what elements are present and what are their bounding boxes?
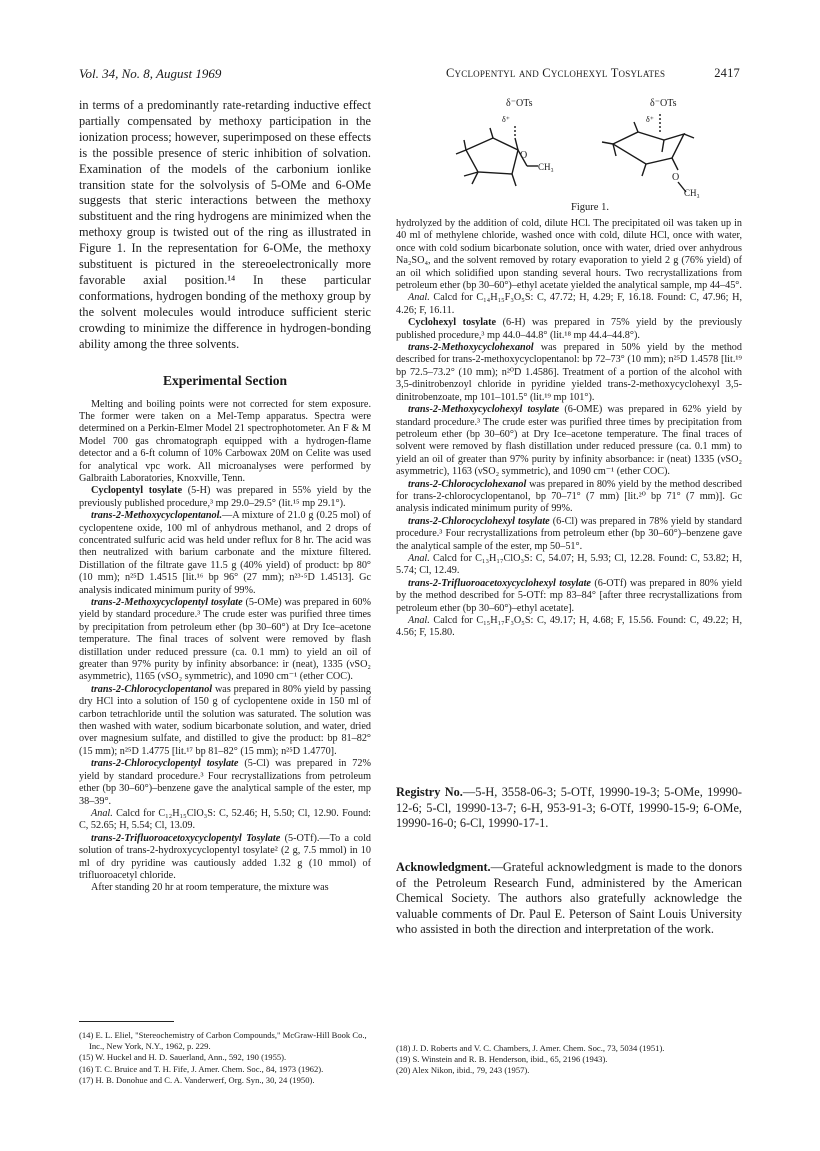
experimental-paragraph (396, 404, 742, 478)
cyclopentyl-ring (466, 138, 518, 174)
footnote: (18) J. D. Roberts and V. C. Chambers, J. Amer. Chem. Soc., 73, 5034 (1951). (396, 1043, 665, 1053)
paragraph-text: hydrolyzed by the addition of cold, dilute HCl. The precipitated oil was taken up in 40 ml of methylene chloride, washed once with cold, dilute HCl, once with water, once with cold sodium bicarbonate solution, once with water, dried over anhydrous Na₂SO₄, and the solvent removed by rotary evaporation to yield 2 g (76% yield) of an oil which solidified upon standing several hours. Two recrystallizations from petroleum ether (bp 30–60°)–ethyl acetate yielded the analytical sample, mp 44–45°. (396, 218, 742, 292)
experimental-paragraph (396, 479, 742, 516)
paragraph-text: (6-OME) was prepared in 62% yield by standard procedure.³ The crude ester was purified three times by precipitation from petroleum ether (bp 30–60°) at Dry Ice–acetone temperature. The final traces of solvent were removed by flash distillation under reduced pressure (ca. 0.1 mm) to yield an oil of greater than 97% purity by infinity absorbance: ir (neat) 1335 (νSO₂ asymmetric), 1163 (νSO₂ symmetric), and 1090 cm⁻¹ (ether COC). (396, 404, 742, 478)
intro-paragraph: in terms of a predominantly rate-retarding inductive effect partially compensated by methoxy participation in the ionization process; however, superimposed on these effects is the possible presence of steric inhibition of solvation. Examination of the models of the carbonium ionlike transition state for the solvolysis of 5-OMe and 6-OMe suggests that steric interactions between the methoxy substituent and the ring hydrogens are minimized when the methoxy group is twisted out of the ring as illustrated in Figure 1. In the representation for 6-OMe, the methoxy substituent is pictured in the stereoelectronically more favorable axial position.¹⁴ In these particular conformations, hydrogen bonding of the methoxy group by the solvent molecules would introduce sufficient steric crowding to minimize the difference in hydrogen-bonding ability among the three solvents. (79, 98, 371, 351)
paragraph-text: (5-OTf).—To a cold solution of trans-2-hydroxycyclopentyl tosylate² (2 g, 7.5 mmol) in 10 ml of dry pyridine was cautiously added 1.32 g (10 mmol) of trifluoroacetyl chloride. (79, 832, 371, 881)
oxygen-label-right: O (672, 172, 680, 183)
footnote: (20) Alex Nikon, ibid., 79, 243 (1957). (396, 1065, 530, 1076)
paragraph-text: After standing 20 hr at room temperature, the mixture was (91, 882, 329, 894)
paragraph-lead: trans-2-Chlorocyclopentyl tosylate (91, 758, 239, 770)
paragraph-text: Calcd for C₁₅H₁₇F₃O₅S: C, 49.17; H, 4.68; F, 15.56. Found: C, 49.22; H, 4.56; F, 15.80. (396, 615, 742, 639)
experimental-paragraph (396, 218, 742, 292)
paragraph-text: (5-OMe) was prepared in 60% yield by standard procedure.³ The crude ester was purified three times by precipitation from petroleum ether (bp 30–60°) at Dry Ice–acetone temperature. The final traces of solvent were removed by flash distillation under reduced pressure (ca. 0.1 mm) to yield an oil of greater than 97% purity by infinity absorbance: ir (neat), 1335 (νSO₂ asymmetric), 1165 (νSO₂ symmetric), and 1090 cm⁻¹ (ether COC). (79, 597, 371, 683)
paragraph-text: (6-OTf) was prepared in 80% yield by the method described for 5-OTf: mp 83–84° [after three recrystallizations from petroleum ether (bp 30–60°)–ethyl acetate]. (396, 577, 742, 614)
delta-plus-left: δ⁺ (502, 115, 510, 124)
experimental-paragraph (396, 553, 742, 578)
experimental-paragraph (396, 516, 742, 553)
footnote: (15) W. Huckel and H. D. Sauerland, Ann., 592, 190 (1955). (79, 1052, 287, 1063)
paragraph-lead: Anal. (408, 615, 430, 626)
footnote: (17) H. B. Donohue and C. A. Vanderwerf, Org. Syn., 30, 24 (1950). (79, 1074, 315, 1085)
experimental-right (396, 218, 742, 640)
paragraph-lead: Anal. (408, 552, 430, 564)
paragraph-text: Calcd for C₁₂H₁₅ClO₃S: C, 52.46; H, 5.50; Cl, 12.90. Found: C, 52.65; H, 5.54; Cl, 13.09. (79, 807, 371, 832)
page-number: 2417 (714, 66, 740, 80)
experimental-paragraph (79, 399, 371, 486)
experimental-paragraph (79, 758, 371, 808)
footnotes-right (396, 1043, 742, 1077)
paragraph-lead: trans-2-Chlorocyclohexanol (408, 478, 527, 490)
figure-caption: Figure 1. (571, 202, 609, 213)
ots-label-left: δ⁻OTs (506, 98, 533, 109)
section-title: Experimental Section (162, 372, 288, 388)
paragraph-lead: Anal. (408, 292, 430, 304)
paragraph-lead: trans-2-Trifluoroacetoxycyclohexyl tosylate (408, 577, 591, 589)
paragraph-lead: Cyclohexyl tosylate (408, 317, 497, 329)
running-header-title (446, 66, 740, 81)
ch3-label-left: CH₃ (538, 162, 554, 172)
experimental-paragraph (79, 485, 371, 510)
figure-1-structures (438, 92, 742, 200)
experimental-paragraph (396, 342, 742, 404)
footnote: (16) T. C. Bruice and T. H. Fife, J. Amer. Chem. Soc., 84, 1973 (1962). (79, 1063, 324, 1074)
experimental-left (79, 399, 371, 895)
ots-label-right: δ⁻OTs (650, 98, 677, 109)
experimental-paragraph (79, 833, 371, 883)
footnote-rule (79, 1021, 174, 1022)
right-column (396, 218, 742, 640)
experimental-paragraph (396, 317, 742, 342)
left-column (79, 98, 371, 895)
registry-lead: Registry No. (396, 785, 463, 799)
registry-numbers (396, 785, 742, 832)
acknowledgment-lead: Acknowledgment. (396, 860, 491, 874)
paragraph-text: was prepared in 80% yield by passing dry HCl into a solution of 150 g of cyclopentene oxide in 150 ml of carbon tetrachloride until the solution was saturated. The solution was then washed with water, sodium bicarbonate solution, and water, dried over magnesium sulfate, and distilled to give the product: bp 81–82° (15 mm); n²⁵D 1.4775 [lit.¹⁷ bp 81–82° (15 mm); n²⁵D 1.4770]. (79, 683, 371, 757)
paragraph-lead: trans-2-Trifluoroacetoxycyclopentyl Tosylate (91, 832, 281, 844)
footnote: (19) S. Winstein and R. B. Henderson, ibid., 65, 2196 (1943). (396, 1054, 608, 1065)
registry-text: —5-H, 3558-06-3; 5-OTf, 19990-19-3; 5-OMe, 19990-12-6; 5-Cl, 19990-13-7; 6-H, 953-91-3; 6-OTf, 19990-15-9; 6-OMe, 19990-16-0; 6-Cl, 19990-17-1. (396, 785, 742, 830)
experimental-paragraph (396, 292, 742, 317)
paragraph-text: was prepared in 80% yield by the method described for trans-2-chlorocyclopentanol, bp 70–71° (7 mm) [lit.²⁰ bp 71° (7 mm)]. Gc analysis indicated minimum purity of 99%. (396, 478, 742, 515)
oxygen-label-left: O (520, 150, 528, 161)
paragraph-lead: trans-2-Methoxycyclopentanol. (91, 510, 223, 522)
paragraph-lead: trans-2-Chlorocyclopentanol (91, 683, 213, 695)
paragraph-text: (5-H) was prepared in 55% yield by the previously published procedure,³ mp 29.0–29.5° (lit.¹⁵ mp 29.1°). (79, 485, 371, 509)
paragraph-lead: trans-2-Methoxycyclohexanol (408, 342, 534, 354)
experimental-paragraph (79, 510, 371, 597)
paragraph-text: was prepared in 50% yield by the method described for trans-2-methoxycyclopentanol: bp 72–73° (10 mm); n²⁵D 1.4578 [lit.¹⁹ bp 72.5–73.2° (10 mm); n²⁰D 1.4586]. Treatment of a portion of the alcohol with 3,5-dinitrobenzoyl chloride in pyridine yielded trans-2-methoxycyclohexyl 3,5-dinitrobenzoate, mp 101–101.5° (lit.¹⁹ mp 101°). (396, 342, 742, 403)
paragraph-text: —A mixture of 21.0 g (0.25 mol) of cyclopentene oxide, 100 ml of anhydrous methanol, and 2 drops of concentrated sulfuric acid was held under reflux for 8 hr. The acid was then neutralized with barium carbonate and the mixture filtered. Distillation of the filtrate gave 11.5 g (40% yield) of product: bp 80° (10 mm); n²⁵D 1.4515 [lit.¹⁶ bp 96° (27 mm); n²³·⁵D 1.4513]. Gc analysis indicated minimum purity of 99%. (79, 510, 371, 596)
paragraph-lead: trans-2-Methoxycyclopentyl tosylate (91, 597, 243, 608)
experimental-paragraph (79, 882, 371, 894)
paragraph-text: (6-H) was prepared in 75% yield by the previously published procedure,³ mp 44.0–44.8° (lit.¹⁸ mp 44.4–44.8°). (396, 317, 742, 341)
acknowledgment-text: —Grateful acknowledgment is made to the donors of the Petroleum Research Fund, administered by the American Chemical Society. The authors also gratefully acknowledge the valuable comments of Dr. Paul E. Peterson of Saint Louis University who assisted in both the direction and interpretation of the work. (396, 860, 742, 936)
footnote: (14) E. L. Eliel, "Stereochemistry of Carbon Compounds," McGraw-Hill Book Co., Inc., New York, N.Y., 1962, p. 229. (79, 1030, 367, 1052)
delta-plus-right: δ⁺ (646, 115, 654, 124)
footnotes-left (79, 1030, 371, 1086)
paragraph-text: Melting and boiling points were not corrected for stem exposure. The former were taken on a Mel-Temp apparatus. Spectra were determined on a Perkin-Elmer Model 21 spectrophotometer. An F & M Model 700 gas chromatograph equipped with a hydrogen-flame detector and a 6-ft column of 10% Carbowax 20M on Celite was used for analytical vpc work. All microanalyses were performed by Galbraith Laboratories, Knoxville, Tenn. (79, 398, 371, 484)
experimental-paragraph (79, 684, 371, 758)
paragraph-text: Calcd for C₁₄H₁₅F₃O₅S: C, 47.72; H, 4.29; F, 16.18. Found: C, 47.96; H, 4.26; F, 16.11. (396, 292, 742, 316)
paragraph-lead: trans-2-Chlorocyclohexyl tosylate (408, 515, 550, 527)
experimental-paragraph (396, 578, 742, 615)
paragraph-lead: trans-2-Methoxycyclohexyl tosylate (408, 404, 560, 416)
running-header-volume: Vol. 34, No. 8, August 1969 (79, 66, 222, 81)
running-title: Cyclopentyl and Cyclohexyl Tosylates (446, 66, 666, 80)
paragraph-lead: Anal. (91, 807, 113, 819)
paragraph-text: (5-Cl) was prepared in 72% yield by standard procedure.³ Four recrystallizations from petroleum ether (bp 30–60°)–benzene gave the analytical sample of the ester, mp 38–39°. (79, 758, 371, 807)
paragraph-text: Calcd for C₁₃H₁₇ClO₃S: C, 54.07; H, 5.93; Cl, 12.28. Found: C, 53.82; H, 5.74; Cl, 12.49. (396, 552, 742, 577)
paragraph-text: (6-Cl) was prepared in 78% yield by standard procedure.³ Four recrystallizations from petroleum ether (bp 30–60°)–benzene gave the analytical sample of the ester, mp 50–51°. (396, 515, 742, 552)
experimental-paragraph (79, 808, 371, 833)
acknowledgment (396, 860, 742, 938)
experimental-paragraph (396, 615, 742, 640)
experimental-paragraph (79, 597, 371, 684)
paragraph-lead: Cyclopentyl tosylate (91, 485, 183, 497)
figure-1 (438, 92, 742, 212)
ch3-label-right: CH₃ (684, 188, 700, 198)
